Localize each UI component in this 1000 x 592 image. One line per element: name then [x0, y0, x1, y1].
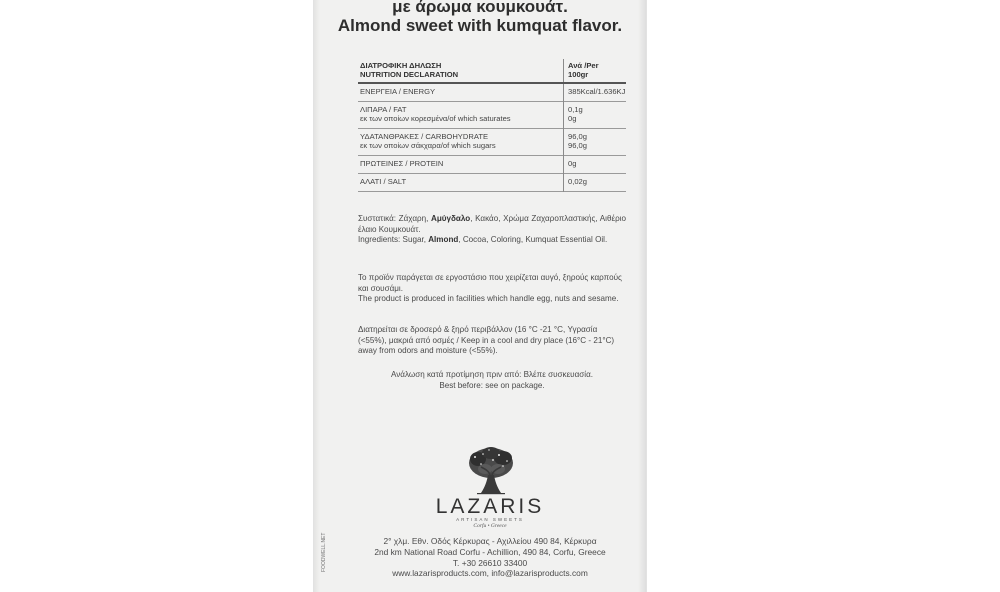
nutrient-label: ΕΝΕΡΓΕΙΑ / ENERGY	[360, 87, 436, 96]
box-edge-left	[314, 0, 320, 592]
contact-block	[340, 536, 640, 579]
ingredients-block	[358, 214, 626, 246]
ingredients-en-prefix: Ingredients: Sugar,	[358, 235, 429, 244]
best-before-english: Best before: see on package.	[439, 380, 545, 390]
brand-tagline: ARTISAN SWEETS	[456, 517, 524, 522]
per-header	[564, 59, 627, 83]
nutrient-label: ΛΙΠΑΡΑ / FAT	[360, 105, 407, 114]
ingredients-english	[358, 235, 626, 246]
box-edge-right	[638, 0, 646, 592]
nutrition-table	[358, 59, 626, 192]
website-email: www.lazarisproducts.com, info@lazarisproducts.com	[392, 568, 588, 579]
headline-english: Almond sweet with kumquat flavor.	[337, 16, 623, 35]
nutrient-label: ΥΔΑΤΑΝΘΡΑΚΕΣ / CARBOHYDRATE	[360, 132, 489, 141]
nutrient-value: 0,02g	[568, 177, 588, 186]
nutrient-sub-value: 0g	[568, 114, 577, 123]
nutrition-header	[358, 59, 564, 83]
nutrient-label: ΑΛΑΤΙ / SALT	[360, 177, 407, 186]
nutrient-value: 0,1g	[568, 105, 583, 114]
allergen-greek: Το προϊόν παράγεται σε εργοστάσιο που χειρίζεται αυγό, ξηρούς καρπούς και σουσάμι.	[358, 273, 622, 293]
nutrient-sub-label: εκ των οποίων κορεσμένα/of which saturates	[360, 114, 511, 123]
phone-number: T. +30 26610 33400	[452, 557, 528, 568]
best-before-greek: Ανάλωση κατά προτίμηση πριν από: Βλέπε συσκευασία.	[390, 370, 594, 379]
best-before-block	[358, 370, 626, 391]
headline-greek: με άρωμα κουμκουάτ.	[392, 0, 568, 16]
nutrient-value: 385Kcal/1.636KJ	[568, 87, 626, 96]
nutrient-sub-label: εκ των οποίων σάκχαρα/of which sugars	[360, 141, 496, 150]
table-row	[358, 156, 626, 174]
ingredients-en-allergen: Almond	[428, 235, 459, 244]
nutrition-header-row	[358, 59, 626, 83]
per-amount: 100gr	[568, 70, 589, 79]
nutrient-sub-value: 96,0g	[568, 141, 588, 150]
allergen-block	[358, 273, 626, 305]
brand-location: Corfu • Greece	[473, 523, 507, 529]
table-row	[358, 83, 626, 102]
table-row	[358, 102, 626, 129]
ingredients-gr-prefix: Συστατικά: Ζάχαρη,	[358, 214, 431, 223]
ingredients-greek	[358, 214, 626, 235]
ingredients-en-suffix: , Cocoa, Coloring, Kumquat Essential Oil.	[458, 235, 608, 244]
ingredients-gr-allergen: Αμύγδαλο	[431, 214, 471, 223]
nutrient-value: 96,0g	[568, 132, 588, 141]
nutrition-header-gr: ΔΙΑΤΡΟΦΙΚΗ ΔΗΛΩΣΗ	[360, 61, 442, 70]
per-label: Ανά /Per	[568, 61, 599, 70]
storage-instructions: Διατηρείται σε δροσερό & ξηρό περιβάλλον (16 °C -21 °C, Υγρασία (<55%), μακριά από οσμές / Keep in a cool and dry place (16°C - 21°C) away from odors and moisture (<55%).	[358, 325, 615, 355]
table-row	[358, 129, 626, 156]
allergen-english: The product is produced in facilities which handle egg, nuts and sesame.	[358, 294, 619, 303]
olive-tree-logo-icon	[463, 445, 519, 497]
nutrient-label: ΠΡΩΤΕΙΝΕΣ / PROTEIN	[360, 159, 444, 168]
nutrition-header-en: NUTRITION DECLARATION	[360, 70, 459, 79]
ingredients-gr-suffix: , Κακάο, Χρώμα Ζαχαροπλαστικής, Αιθέριο έλαιο Κουμκουάτ.	[358, 214, 626, 234]
nutrient-value: 0g	[568, 159, 577, 168]
table-row	[358, 174, 626, 192]
address-english: 2nd km National Road Corfu - Achillion, 490 84, Corfu, Greece	[374, 546, 606, 557]
address-greek: 2° χλμ. Εθν. Οδός Κέρκυρας - Αχιλλείου 490 84, Κέρκυρα	[383, 536, 597, 546]
brand-name: LAZARIS	[435, 495, 545, 518]
side-watermark-text: FOODWELL.NET	[321, 532, 327, 572]
